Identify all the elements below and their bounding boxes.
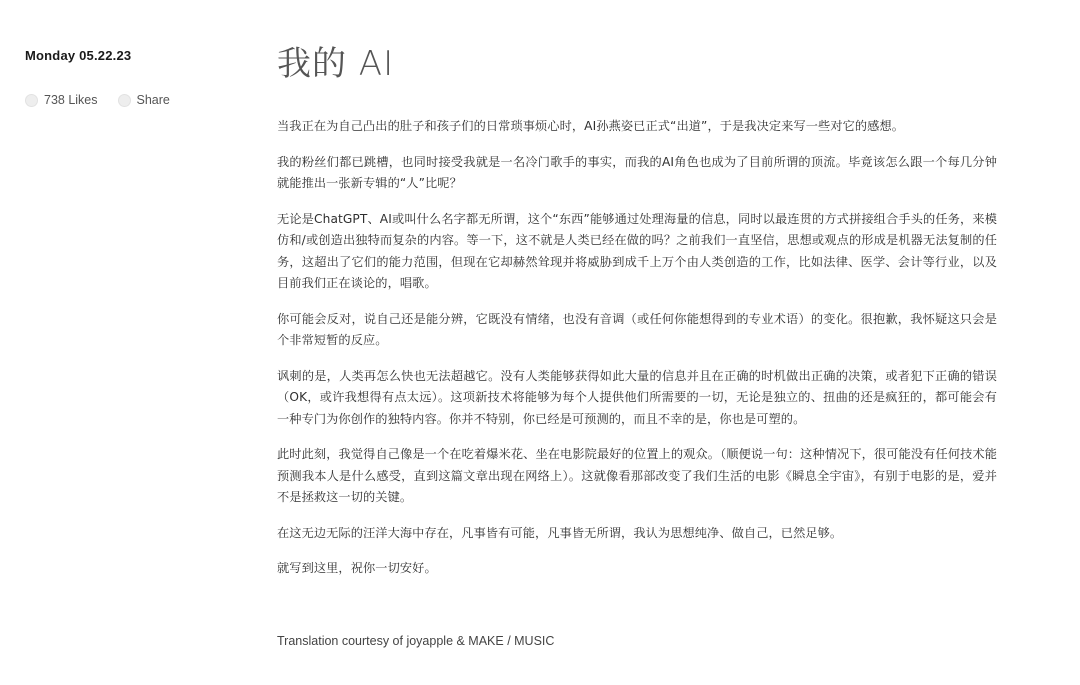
article-paragraph: 就写到这里，祝你一切安好。 — [277, 561, 437, 575]
post-actions — [25, 93, 225, 107]
article-paragraph: 讽刺的是，人类再怎么快也无法超越它。没有人类能够获得如此大量的信息并且在正确的时机做出正确的决策，或者犯下正确的错误（OK，或许我想得有点太远）。这项新技术将能够为每个人提供他们所需要的一切，无论是独立的、扭曲的还是疯狂的，都可能会有一种专门为你创作的独特内容。你并不特别，你已经是可预测的，而且不幸的是，你也是可塑的。 — [277, 368, 997, 426]
article-body — [277, 40, 997, 594]
likes-count: 738 Likes — [44, 93, 98, 107]
article-paragraph: 此时此刻，我觉得自己像是一个在吃着爆米花、坐在电影院最好的位置上的观众。（顺便说一句：这种情况下，很可能没有任何技术能预测我本人是什么感受，直到这篇文章出现在网络上）。这就像看那部改变了我们生活的电影《瞬息全宇宙》，有别于电影的是，爱并不是拯救这一切的关键。 — [277, 447, 997, 504]
share-button[interactable] — [118, 93, 170, 107]
post-meta-sidebar — [25, 48, 225, 107]
share-label: Share — [136, 93, 170, 107]
article-paragraph: 在这无边无际的汪洋大海中存在，凡事皆有可能，凡事皆无所谓，我认为思想纯净、做自己，已然足够。 — [277, 525, 843, 540]
heart-icon — [25, 94, 38, 107]
article-paragraph: 无论是ChatGPT、AI或叫什么名字都无所谓，这个“东西”能够通过处理海量的信息，同时以最连贯的方式拼接组合手头的任务，来模仿和/或创造出独特而复杂的内容。等一下，这不就是人类已经在做的吗？之前我们一直坚信，思想或观点的形成是机器无法复制的任务，这超出了它们的能力范围，但现在它却赫然耸现并将威胁到成千上万个由人类创造的工作，比如法律、医学、会计等行业，以及目前我们正在谈论的，唱歌。 — [277, 211, 997, 290]
article-paragraph: 你可能会反对，说自己还是能分辨，它既没有情绪，也没有音调（或任何你能想得到的专业术语）的变化。很抱歉，我怀疑这只会是个非常短暂的反应。 — [277, 311, 997, 347]
article-paragraph: 我的粉丝们都已跳槽，也同时接受我就是一名冷门歌手的事实，而我的AI角色也成为了目前所谓的顶流。毕竟该怎么跟一个每几分钟就能推出一张新专辑的“人”比呢？ — [277, 154, 997, 190]
translation-credit: Translation courtesy of joyapple & MAKE / MUSIC — [277, 634, 555, 648]
article-paragraph: 当我正在为自己凸出的肚子和孩子们的日常琐事烦心时，AI孙燕姿已正式“出道”，于是我决定来写一些对它的感想。 — [277, 119, 905, 133]
share-icon — [118, 94, 131, 107]
likes-button[interactable] — [25, 93, 98, 107]
post-date: Monday 05.22.23 — [25, 48, 132, 63]
article-title: 我的 AI — [277, 44, 395, 84]
